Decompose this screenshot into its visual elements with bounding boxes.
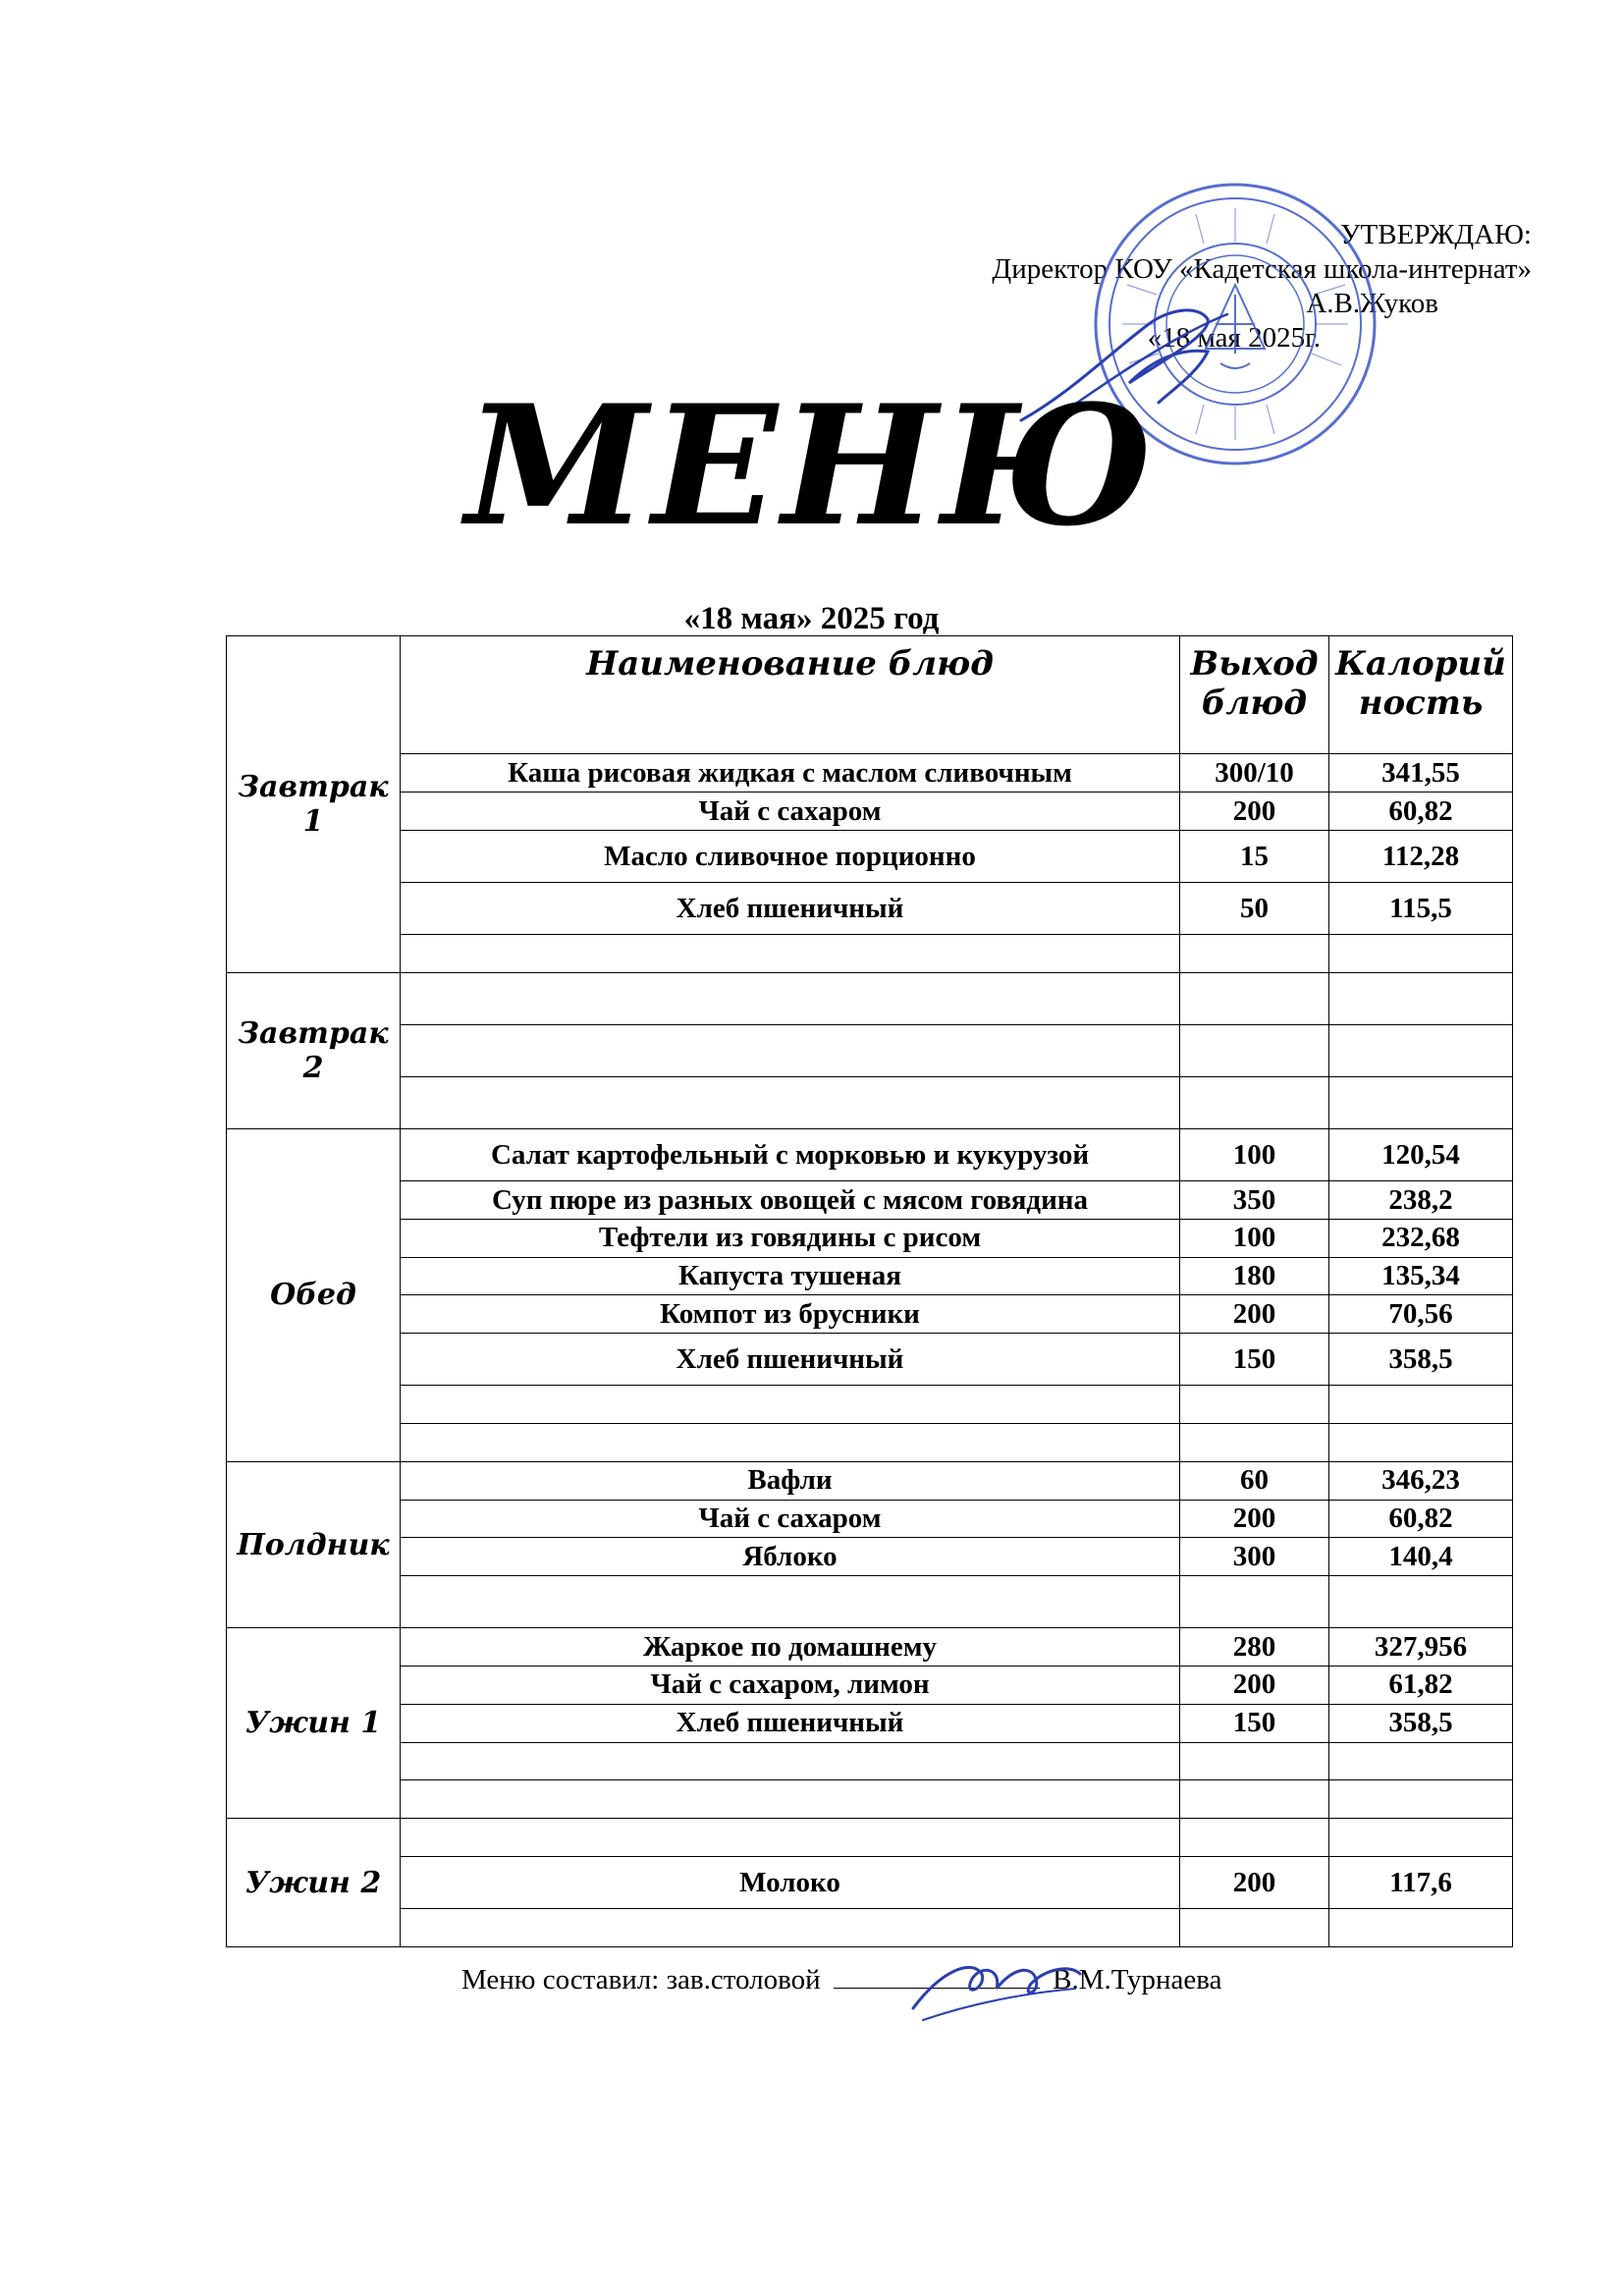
header-dish: Наименование блюд — [401, 636, 1180, 754]
dish-name-cell: Жаркое по домашнему — [401, 1628, 1180, 1667]
dish-output-cell — [1180, 1819, 1329, 1857]
signature-icon — [903, 1949, 1090, 2028]
dish-calories-cell: 346,23 — [1329, 1461, 1513, 1500]
dish-output-cell: 200 — [1180, 1856, 1329, 1908]
dish-name-cell: Суп пюре из разных овощей с мясом говядина — [401, 1181, 1180, 1220]
table-row — [227, 1628, 1513, 1667]
dish-output-cell: 350 — [1180, 1181, 1329, 1220]
dish-calories-cell: 358,5 — [1329, 1704, 1513, 1742]
dish-output-cell: 15 — [1180, 830, 1329, 882]
dish-name-cell: Молоко — [401, 1856, 1180, 1908]
table-row — [227, 1334, 1513, 1386]
dish-calories-cell: 120,54 — [1329, 1129, 1513, 1181]
table-header-row — [227, 636, 1513, 754]
dish-calories-cell: 60,82 — [1329, 1500, 1513, 1538]
dish-output-cell — [1180, 935, 1329, 973]
dish-name-cell: Тефтели из говядины с рисом — [401, 1219, 1180, 1257]
dish-name-cell: Салат картофельный с морковью и кукурузой — [401, 1129, 1180, 1181]
dish-output-cell: 100 — [1180, 1219, 1329, 1257]
dish-name-cell — [401, 1077, 1180, 1129]
approval-heading: УТВЕРЖДАЮ: — [1340, 219, 1532, 250]
dish-output-cell: 100 — [1180, 1129, 1329, 1181]
dish-output-cell: 200 — [1180, 793, 1329, 831]
table-row — [227, 1780, 1513, 1819]
dish-output-cell: 200 — [1180, 1500, 1329, 1538]
table-row — [227, 1386, 1513, 1424]
dish-calories-cell: 117,6 — [1329, 1856, 1513, 1908]
dish-calories-cell — [1329, 1819, 1513, 1857]
dish-name-cell — [401, 1386, 1180, 1424]
dish-calories-cell: 135,34 — [1329, 1257, 1513, 1295]
dish-name-cell — [401, 1909, 1180, 1947]
dish-output-cell: 300 — [1180, 1538, 1329, 1576]
table-row — [227, 1461, 1513, 1500]
dish-calories-cell: 140,4 — [1329, 1538, 1513, 1576]
dish-name-cell: Вафли — [401, 1461, 1180, 1500]
dish-output-cell — [1180, 1576, 1329, 1628]
dish-output-cell: 50 — [1180, 883, 1329, 935]
dish-name-cell — [401, 1424, 1180, 1462]
footer-label: Меню составил: зав.столовой — [461, 1964, 821, 1995]
table-row — [227, 1295, 1513, 1334]
dish-calories-cell: 115,5 — [1329, 883, 1513, 935]
dish-name-cell: Хлеб пшеничный — [401, 883, 1180, 935]
meal-cell: Завтрак 2 — [227, 972, 401, 1128]
dish-output-cell — [1180, 1386, 1329, 1424]
dish-name-cell — [401, 1576, 1180, 1628]
table-row — [227, 1257, 1513, 1295]
dish-calories-cell: 238,2 — [1329, 1181, 1513, 1220]
meal-cell: Обед — [227, 1129, 401, 1462]
dish-calories-cell — [1329, 972, 1513, 1024]
dish-name-cell — [401, 1780, 1180, 1819]
menu-date: «18 мая» 2025 год — [683, 601, 940, 636]
dish-calories-cell: 70,56 — [1329, 1295, 1513, 1334]
table-row — [227, 1909, 1513, 1947]
table-row — [227, 1024, 1513, 1076]
dish-calories-cell — [1329, 1742, 1513, 1780]
dish-calories-cell: 327,956 — [1329, 1628, 1513, 1667]
dish-calories-cell: 60,82 — [1329, 793, 1513, 831]
dish-name-cell: Хлеб пшеничный — [401, 1334, 1180, 1386]
dish-calories-cell — [1329, 1077, 1513, 1129]
dish-output-cell — [1180, 1424, 1329, 1462]
approval-date: «18 мая 2025г. — [1147, 322, 1321, 354]
table-row — [227, 1819, 1513, 1857]
table-row — [227, 1538, 1513, 1576]
footer-name: В.М.Турнаева — [1053, 1964, 1222, 1995]
dish-name-cell: Чай с сахаром, лимон — [401, 1667, 1180, 1705]
dish-calories-cell: 358,5 — [1329, 1334, 1513, 1386]
footer — [461, 1964, 1221, 1996]
table-row — [227, 1219, 1513, 1257]
table-row — [227, 1856, 1513, 1908]
dish-calories-cell — [1329, 1386, 1513, 1424]
dish-name-cell: Чай с сахаром — [401, 1500, 1180, 1538]
dish-name-cell: Хлеб пшеничный — [401, 1704, 1180, 1742]
table-row — [227, 1077, 1513, 1129]
dish-calories-cell: 112,28 — [1329, 830, 1513, 882]
dish-calories-cell: 341,55 — [1329, 754, 1513, 793]
meal-cell: Ужин 1 — [227, 1628, 401, 1819]
table-row — [227, 1424, 1513, 1462]
dish-output-cell: 200 — [1180, 1667, 1329, 1705]
dish-name-cell: Масло сливочное порционно — [401, 830, 1180, 882]
dish-output-cell — [1180, 972, 1329, 1024]
dish-name-cell: Компот из брусники — [401, 1295, 1180, 1334]
dish-name-cell — [401, 935, 1180, 973]
approval-signer: А.В.Жуков — [1306, 288, 1438, 319]
dish-output-cell — [1180, 1780, 1329, 1819]
dish-name-cell: Капуста тушеная — [401, 1257, 1180, 1295]
dish-name-cell — [401, 972, 1180, 1024]
table-row — [227, 754, 1513, 793]
dish-output-cell: 180 — [1180, 1257, 1329, 1295]
dish-calories-cell — [1329, 1424, 1513, 1462]
page-title: МЕНЮ — [465, 368, 1158, 563]
dish-calories-cell — [1329, 1024, 1513, 1076]
table-row — [227, 935, 1513, 973]
dish-name-cell: Чай с сахаром — [401, 793, 1180, 831]
header-calories: Калорий ность — [1329, 636, 1513, 754]
table-row — [227, 1129, 1513, 1181]
table-row — [227, 883, 1513, 935]
dish-output-cell: 300/10 — [1180, 754, 1329, 793]
menu-table-body — [227, 636, 1513, 1947]
table-row — [227, 1576, 1513, 1628]
dish-output-cell: 60 — [1180, 1461, 1329, 1500]
dish-name-cell — [401, 1742, 1180, 1780]
dish-calories-cell: 232,68 — [1329, 1219, 1513, 1257]
table-row — [227, 1704, 1513, 1742]
table-row — [227, 830, 1513, 882]
dish-output-cell: 150 — [1180, 1704, 1329, 1742]
dish-name-cell — [401, 1819, 1180, 1857]
dish-calories-cell — [1329, 935, 1513, 973]
dish-name-cell: Яблоко — [401, 1538, 1180, 1576]
table-row — [227, 1181, 1513, 1220]
dish-output-cell — [1180, 1742, 1329, 1780]
table-row — [227, 1500, 1513, 1538]
dish-calories-cell — [1329, 1576, 1513, 1628]
meal-cell: Завтрак 1 — [227, 636, 401, 973]
table-row — [227, 972, 1513, 1024]
dish-name-cell: Каша рисовая жидкая с маслом сливочным — [401, 754, 1180, 793]
dish-calories-cell — [1329, 1780, 1513, 1819]
dish-output-cell — [1180, 1909, 1329, 1947]
meal-cell: Полдник — [227, 1461, 401, 1627]
dish-output-cell: 200 — [1180, 1295, 1329, 1334]
dish-output-cell — [1180, 1077, 1329, 1129]
dish-calories-cell — [1329, 1909, 1513, 1947]
table-row — [227, 1667, 1513, 1705]
approval-director: Директор КОУ «Кадетская школа-интернат» — [992, 253, 1532, 285]
dish-output-cell: 280 — [1180, 1628, 1329, 1667]
dish-calories-cell: 61,82 — [1329, 1667, 1513, 1705]
dish-output-cell — [1180, 1024, 1329, 1076]
dish-output-cell: 150 — [1180, 1334, 1329, 1386]
table-row — [227, 793, 1513, 831]
menu-table — [226, 635, 1513, 1947]
table-row — [227, 1742, 1513, 1780]
meal-cell: Ужин 2 — [227, 1819, 401, 1947]
header-output: Выход блюд — [1180, 636, 1329, 754]
dish-name-cell — [401, 1024, 1180, 1076]
